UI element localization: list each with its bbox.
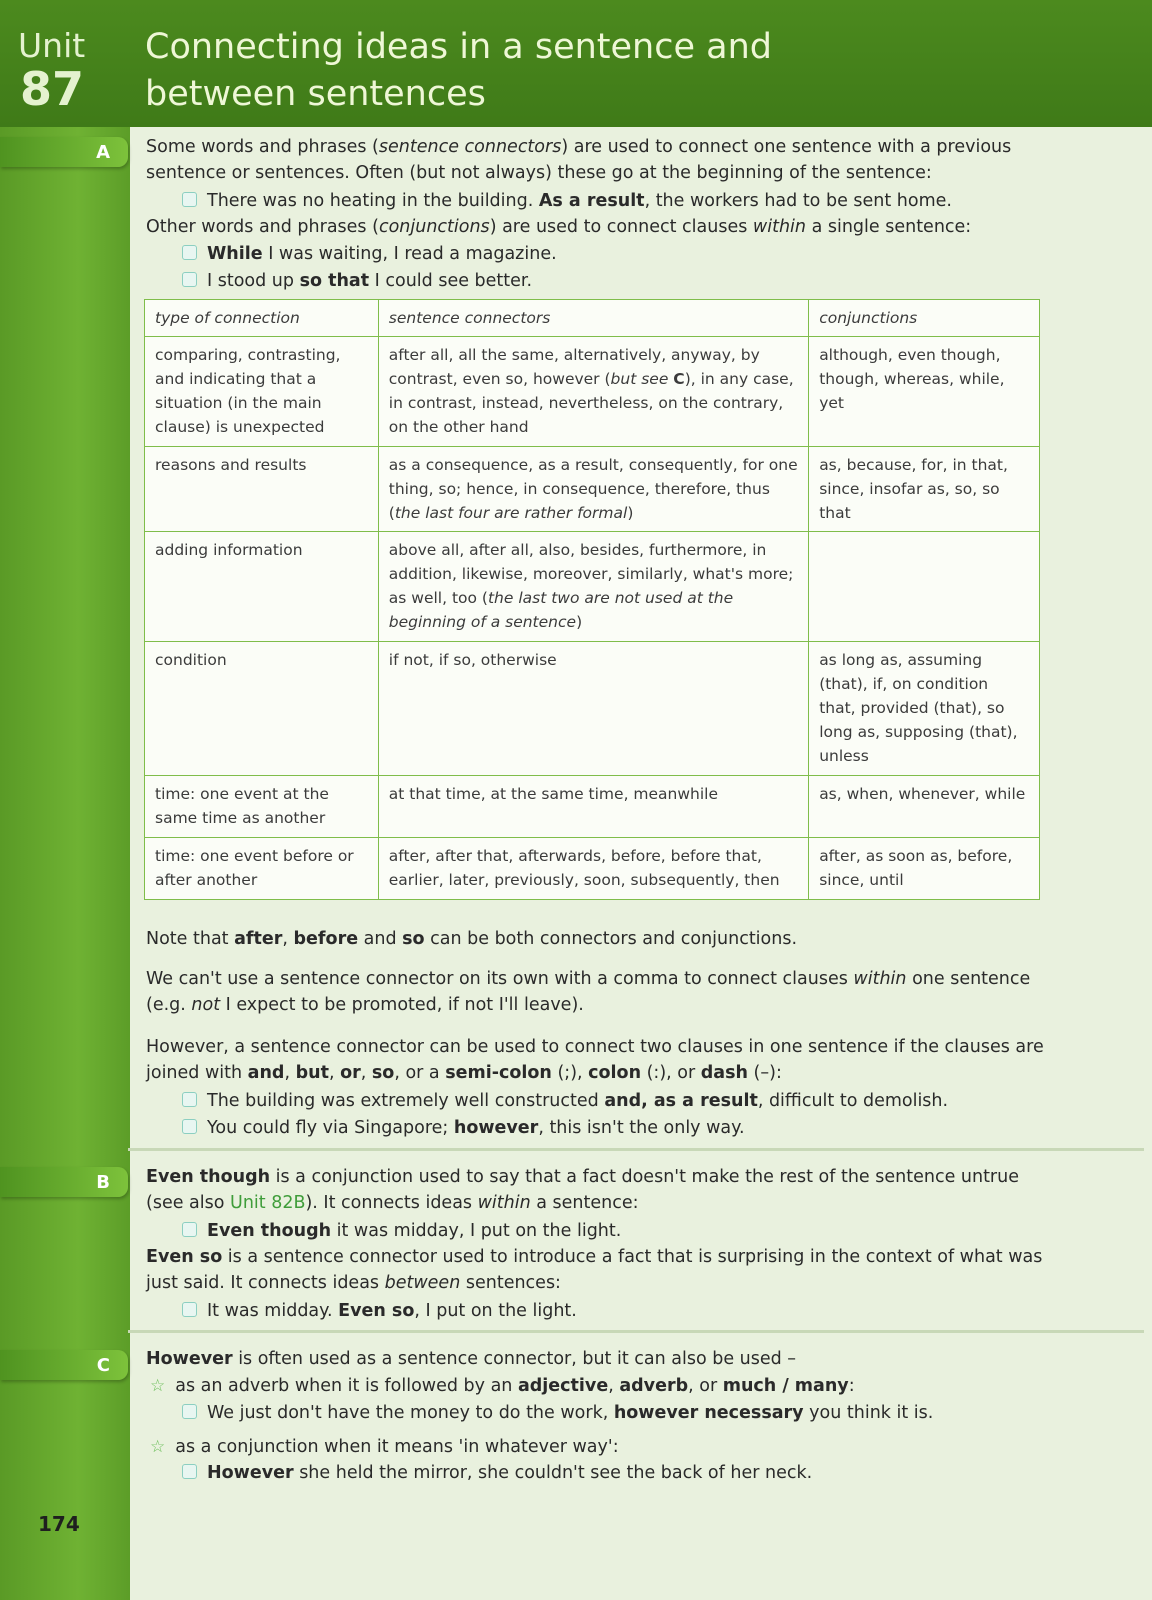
- star-bullet-icon: ☆: [150, 1376, 166, 1396]
- table-cell-connectors: after all, all the same, alternatively, anyway, by contrast, even so, however (but see C), in any case, in contrast, instead, nevertheless, on the contrary, on the other hand: [378, 337, 808, 447]
- star-bullet-icon: ☆: [150, 1437, 166, 1457]
- unit-number: 87: [20, 62, 85, 116]
- section-b-paragraph-2: Even so is a sentence connector used to introduce a fact that is surprising in the context of what was just said. It connects ideas between sentences:: [146, 1247, 1043, 1293]
- example-checkbox-icon: [182, 272, 197, 287]
- section-b-paragraph-1: Even though is a conjunction used to say that a fact doesn't make the rest of the sentence untrue (see also Unit 82B). It connects ideas within a sentence:: [146, 1167, 1019, 1213]
- table-cell-conjunctions: as, because, for, in that, since, insofar as, so, so that: [809, 447, 1040, 532]
- section-b-example-2: It was midday. Even so, I put on the light.: [182, 1298, 1062, 1324]
- unit-header: [0, 0, 1152, 127]
- section-c-bullet-2: ☆ as a conjunction when it means 'in whatever way':: [150, 1437, 619, 1457]
- section-divider: [128, 1330, 1144, 1333]
- table-header-type: type of connection: [145, 300, 379, 337]
- section-a-example-5: You could fly via Singapore; however, this isn't the only way.: [182, 1115, 1062, 1141]
- section-a-example-4: The building was extremely well constructed and, as a result, difficult to demolish.: [182, 1088, 1062, 1114]
- example-checkbox-icon: [182, 1119, 197, 1134]
- section-b-example-1: Even though it was midday, I put on the light.: [182, 1218, 1062, 1244]
- table-cell-type: condition: [145, 642, 379, 776]
- table-row: [145, 838, 1040, 900]
- connectors-table-wrapper: [144, 299, 1040, 900]
- section-tab-c-letter: C: [96, 1355, 110, 1376]
- section-a-example-2: While I was waiting, I read a magazine.: [182, 241, 1062, 267]
- section-c-example-2: However she held the mirror, she couldn't see the back of her neck.: [182, 1460, 1062, 1486]
- table-cell-connectors: if not, if so, otherwise: [378, 642, 808, 776]
- section-a-note-3: However, a sentence connector can be used to connect two clauses in one sentence if the clauses are joined with and, but, or, so, or a semi-colon (;), colon (:), or dash (–):: [146, 1037, 1044, 1083]
- example-checkbox-icon: [182, 1222, 197, 1237]
- section-tab-b: [0, 1167, 128, 1197]
- table-cell-conjunctions: although, even though, though, whereas, while, yet: [809, 337, 1040, 447]
- table-cell-type: time: one event before or after another: [145, 838, 379, 900]
- section-a-intro: Some words and phrases (sentence connectors) are used to connect one sentence with a previous sentence or sentences. Often (but not always) these go at the beginning of the sentence:: [146, 137, 1012, 183]
- table-cell-connectors: above all, after all, also, besides, furthermore, in addition, likewise, moreover, similarly, what's more; as well, too (the last two are not used at the beginning of a sentence): [378, 532, 808, 642]
- section-tab-c: [0, 1350, 128, 1380]
- unit-link[interactable]: Unit 82B: [230, 1193, 306, 1213]
- example-checkbox-icon: [182, 245, 197, 260]
- section-a-example-1: There was no heating in the building. As a result, the workers had to be sent home.: [182, 188, 1062, 214]
- section-a-note-1: Note that after, before and so can be both connectors and conjunctions.: [146, 929, 798, 949]
- example-checkbox-icon: [182, 1092, 197, 1107]
- page-number: 174: [38, 1512, 80, 1536]
- table-header-conjunctions: conjunctions: [809, 300, 1040, 337]
- table-cell-type: reasons and results: [145, 447, 379, 532]
- table-cell-type: adding information: [145, 532, 379, 642]
- table-cell-connectors: after, after that, afterwards, before, before that, earlier, later, previously, soon, subsequently, then: [378, 838, 808, 900]
- section-a-example-3: I stood up so that I could see better.: [182, 268, 1062, 294]
- table-cell-conjunctions: as long as, assuming (that), if, on condition that, provided (that), so long as, supposing (that), unless: [809, 642, 1040, 776]
- section-c-example-1: We just don't have the money to do the work, however necessary you think it is.: [182, 1400, 1062, 1426]
- section-tab-a: [0, 137, 128, 167]
- table-row: [145, 642, 1040, 776]
- table-cell-conjunctions: [809, 532, 1040, 642]
- table-row: [145, 776, 1040, 838]
- table-cell-type: comparing, contrasting, and indicating that a situation (in the main clause) is unexpected: [145, 337, 379, 447]
- example-checkbox-icon: [182, 1404, 197, 1419]
- section-tab-b-letter: B: [96, 1172, 110, 1193]
- connectors-table: [144, 299, 1040, 900]
- unit-label: Unit: [18, 26, 86, 65]
- table-row: [145, 447, 1040, 532]
- example-checkbox-icon: [182, 1302, 197, 1317]
- page-title: Connecting ideas in a sentence and between sentences: [145, 27, 772, 114]
- section-c-paragraph-1: However is often used as a sentence connector, but it can also be used –: [146, 1349, 797, 1369]
- section-a-note-2: We can't use a sentence connector on its own with a comma to connect clauses within one sentence (e.g. not I expect to be promoted, if not I'll leave).: [146, 969, 1031, 1015]
- table-cell-conjunctions: as, when, whenever, while: [809, 776, 1040, 838]
- section-divider: [128, 1148, 1144, 1151]
- section-c-bullet-1: ☆ as an adverb when it is followed by an adjective, adverb, or much / many:: [150, 1376, 855, 1396]
- table-cell-connectors: as a consequence, as a result, consequently, for one thing, so; hence, in consequence, therefore, thus (the last four are rather formal): [378, 447, 808, 532]
- table-header-connectors: sentence connectors: [378, 300, 808, 337]
- section-a-intro-2: Other words and phrases (conjunctions) are used to connect clauses within a single sentence:: [146, 217, 972, 237]
- table-cell-conjunctions: after, as soon as, before, since, until: [809, 838, 1040, 900]
- example-checkbox-icon: [182, 192, 197, 207]
- table-cell-connectors: at that time, at the same time, meanwhile: [378, 776, 808, 838]
- table-cell-type: time: one event at the same time as another: [145, 776, 379, 838]
- section-tab-a-letter: A: [96, 142, 110, 163]
- table-header-row: [145, 300, 1040, 337]
- example-checkbox-icon: [182, 1464, 197, 1479]
- table-row: [145, 337, 1040, 447]
- table-row: [145, 532, 1040, 642]
